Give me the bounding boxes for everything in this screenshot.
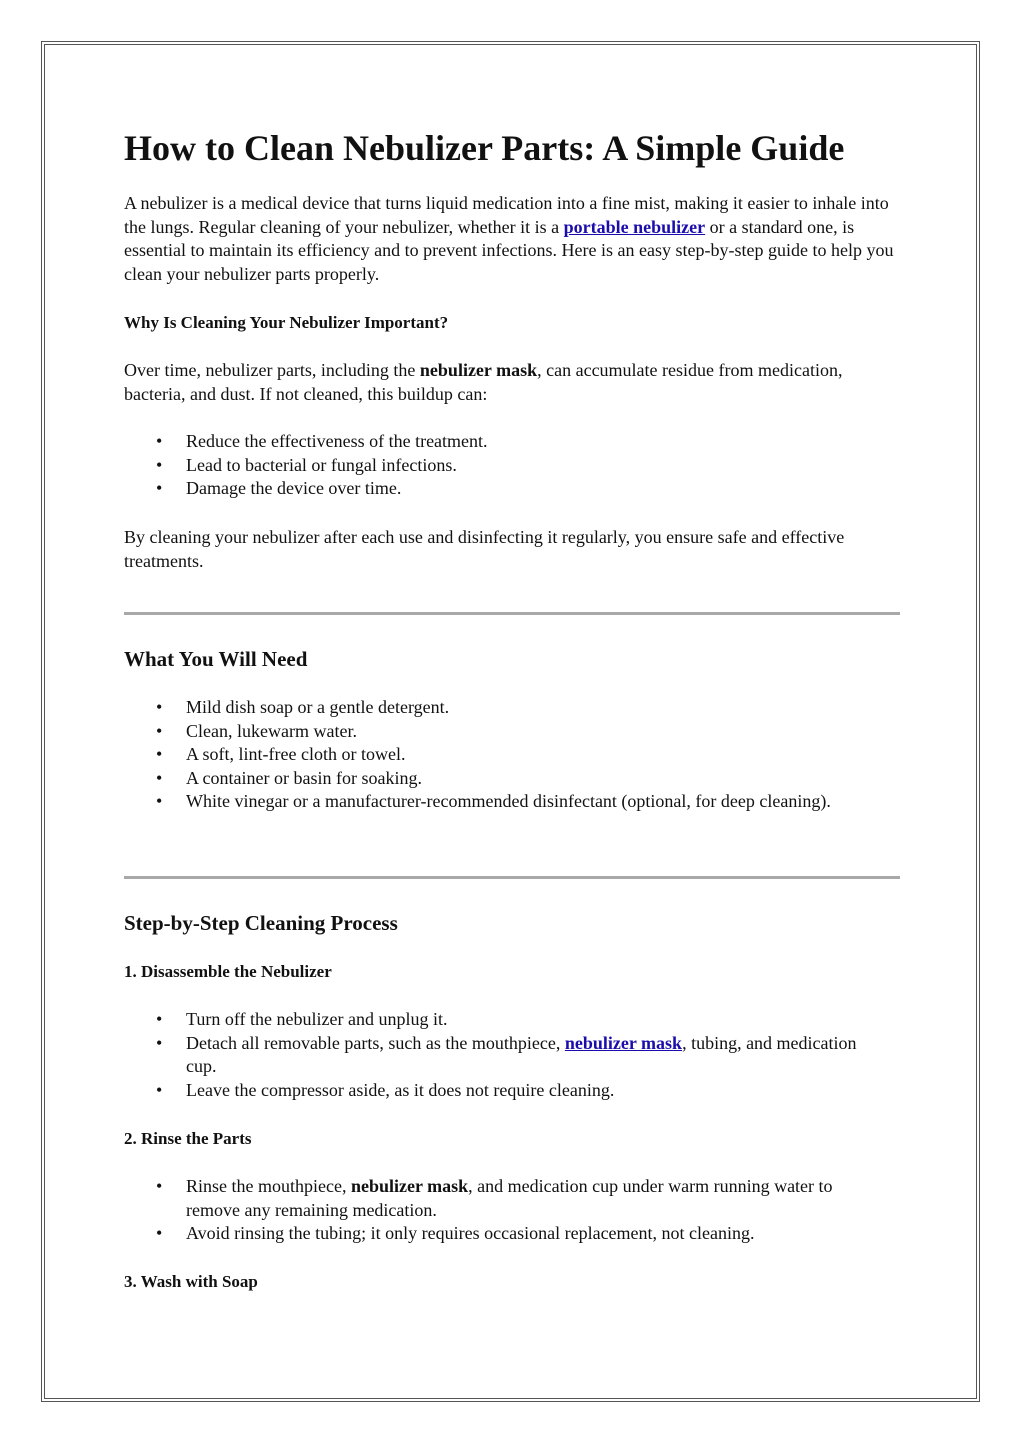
bullet-icon: • xyxy=(156,697,163,717)
section-divider xyxy=(124,876,900,879)
bullet-icon: • xyxy=(156,767,163,788)
bullet-icon: • xyxy=(156,1079,163,1100)
list-item: • Reduce the effectiveness of the treatment. xyxy=(124,430,904,454)
bullet-icon: • xyxy=(156,478,163,498)
process-heading: Step-by-Step Cleaning Process xyxy=(124,911,398,935)
section-divider xyxy=(124,612,900,615)
list-item: • Turn off the nebulizer and unplug it. xyxy=(124,1008,904,1032)
list-item: • Damage the device over time. xyxy=(124,477,904,501)
list-item: • Rinse the mouthpiece, nebulizer mask, and medication cup under warm running water to remove any remaining medication. xyxy=(156,1176,833,1220)
list-item: • Avoid rinsing the tubing; it only requires occasional replacement, not cleaning. xyxy=(124,1222,904,1246)
step2-heading: 2. Rinse the Parts xyxy=(124,1129,252,1148)
list-item: • Clean, lukewarm water. xyxy=(124,720,904,744)
bullet-icon: • xyxy=(156,1176,163,1196)
bullet-icon: • xyxy=(156,1032,163,1053)
intro-paragraph: A nebulizer is a medical device that turns liquid medication into a fine mist, making it easier to inhale into the lungs. Regular cleaning of your nebulizer, whether it is a portable nebulizer or a standard one, is essential to maintain its efficiency and to prevent infections. Here is an easy step-by-step guide to help you clean your nebulizer parts properly. xyxy=(124,193,894,284)
need-heading: What You Will Need xyxy=(124,647,308,671)
bullet-icon: • xyxy=(156,791,163,811)
why-heading: Why Is Cleaning Your Nebulizer Important? xyxy=(124,313,449,332)
bullet-icon: • xyxy=(156,1223,163,1243)
step2-list xyxy=(124,1175,904,1246)
bullet-icon: • xyxy=(156,1009,163,1029)
nebulizer-mask-link[interactable]: nebulizer mask xyxy=(564,1032,683,1053)
step3-heading: 3. Wash with Soap xyxy=(124,1272,258,1291)
list-item: • A soft, lint-free cloth or towel. xyxy=(124,743,904,767)
bullet-icon: • xyxy=(156,720,163,741)
why-closing-paragraph: By cleaning your nebulizer after each use and disinfecting it regularly, you ensure safe and effective treatments. xyxy=(124,527,845,571)
page-title: How to Clean Nebulizer Parts: A Simple Guide xyxy=(124,128,845,168)
list-item: • Lead to bacterial or fungal infections. xyxy=(124,454,904,478)
step1-list xyxy=(124,1008,904,1102)
portable-nebulizer-link[interactable]: portable nebulizer xyxy=(563,216,706,237)
bullet-icon: • xyxy=(156,744,163,764)
step1-heading: 1. Disassemble the Nebulizer xyxy=(124,962,332,981)
bullet-icon: • xyxy=(156,431,163,451)
list-item: • A container or basin for soaking. xyxy=(124,767,904,791)
bullet-icon: • xyxy=(156,454,163,475)
why-list xyxy=(124,430,904,501)
list-item: • White vinegar or a manufacturer-recommended disinfectant (optional, for deep cleaning). xyxy=(124,790,904,814)
need-list xyxy=(124,696,904,814)
list-item: • Leave the compressor aside, as it does not require cleaning. xyxy=(124,1079,904,1103)
why-paragraph: Over time, nebulizer parts, including the nebulizer mask, can accumulate residue from medication, bacteria, and dust. If not cleaned, this buildup can: xyxy=(124,360,843,404)
list-item: • Detach all removable parts, such as the mouthpiece, nebulizer mask, tubing, and medication cup. xyxy=(156,1032,857,1076)
list-item: • Mild dish soap or a gentle detergent. xyxy=(124,696,904,720)
